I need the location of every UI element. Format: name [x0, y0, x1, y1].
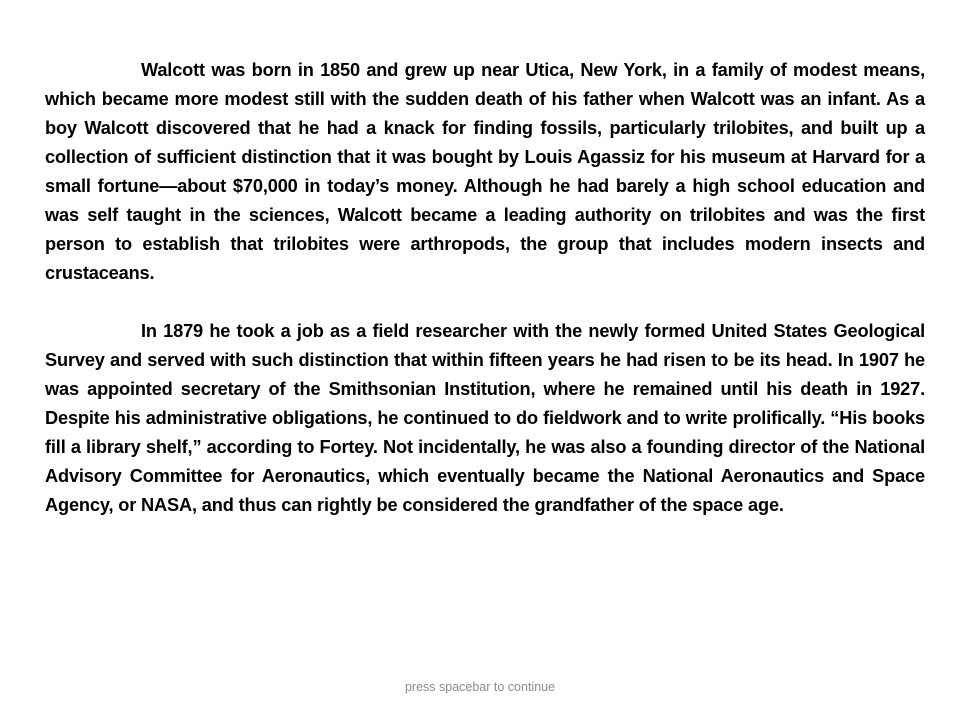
reading-passage: [45, 56, 925, 520]
passage-paragraph-1: Walcott was born in 1850 and grew up near Utica, New York, in a family of modest means, which became more modest still with the sudden death of his father when Walcott was an infant. As a boy Walcott discovered that he had a knack for finding fossils, particularly trilobites, and built up a collection of sufficient distinction that it was bought by Louis Agassiz for his museum at Harvard for a small fortune—about $70,000 in today’s money. Although he had barely a high school education and was self taught in the sciences, Walcott became a leading authority on trilobites and was the first person to establish that trilobites were arthropods, the group that includes modern insects and crustaceans.: [45, 60, 925, 283]
continue-hint: press spacebar to continue: [404, 680, 556, 694]
passage-paragraph-2: In 1879 he took a job as a field researcher with the newly formed United States Geological Survey and served with such distinction that within fifteen years he had risen to be its head. In 1907 he was appointed secretary of the Smithsonian Institution, where he remained until his death in 1927. Despite his administrative obligations, he continued to do fieldwork and to write prolifically. “His books fill a library shelf,” according to Fortey. Not incidentally, he was also a founding director of the National Advisory Committee for Aeronautics, which eventually became the National Aeronautics and Space Agency, or NASA, and thus can rightly be considered the grandfather of the space age.: [45, 321, 925, 515]
